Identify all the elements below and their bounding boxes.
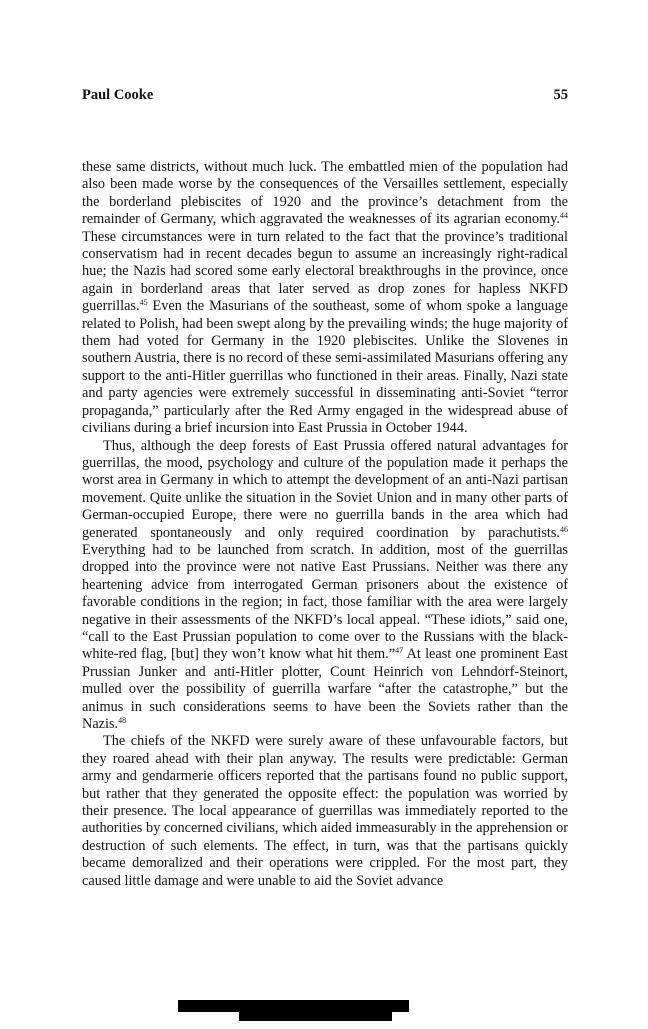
text-run: At least one prominent East Prussian Junker and anti-Hitler plotter, Count Heinrich von Lehndorf-Steinort, mulled over the possibility of guerrilla warfare “after the catastrophe,” but the animus in such considerations seems to have been the Soviets rather than the Nazis. xyxy=(82,646,568,732)
paragraph-2 xyxy=(82,438,568,734)
text-run: these same districts, without much luck. The embattled mien of the population had also been made worse by the consequences of the Versailles settlement, especially the borderland plebiscites of 1920 and the province’s detachment from the remainder of Germany, which aggravated the weaknesses of its agrarian economy. xyxy=(82,159,568,228)
paragraph-3 xyxy=(82,733,568,890)
scan-redaction-bar xyxy=(178,1000,409,1012)
running-head-author: Paul Cooke xyxy=(82,87,154,103)
text-run: Even the Masurians of the southeast, some of whom spoke a language related to Polish, had been swept along by the prevailing winds; the huge majority of them had voted for Germany in the 1920 plebiscites. Unlike the Slovenes in southern Austria, there is no record of these semi-assimilated Masurians offering any support to the anti-Hitler guerrillas who functioned in their areas. Finally, Nazi state and party agencies were extremely successful in disseminating anti-Soviet “terror propaganda,” particularly after the Red Army engaged in the widespread abuse of civilians during a brief incursion into East Prussia in October 1944. xyxy=(82,298,568,437)
paragraph-1 xyxy=(82,159,568,438)
text-run: The chiefs of the NKFD were surely aware of these unfavourable factors, but they roared ahead with their plan anyway. The results were predictable: German army and gendarmerie officers reported that the partisans found no public support, but rather that they generated the opposite effect: the population was worried by their presence. The local appearance of guerrillas was immediately reported to the authorities by concerned civilians, which aided immeasurably in the apprehension or destruction of such elements. The effect, in turn, was that the partisans quickly became demoralized and their operations were crippled. For the most part, they caused little damage and were unable to aid the Soviet advance xyxy=(82,733,568,889)
page-number: 55 xyxy=(553,87,568,103)
footnote-marker: 48 xyxy=(118,716,127,726)
scan-redaction-bar xyxy=(239,1012,392,1021)
text-run: Everything had to be launched from scratch. In addition, most of the guerrillas dropped into the province were not native East Prussians. Neither was there any heartening advice from interrogated German prisoners about the existence of favorable conditions in the region; in fact, those familiar with the area were largely negative in their assessments of the NKFD’s local appeal. “These idiots,” said one, “call to the East Prussian population to come over to the Russians with the black-white-red flag, [but] they won’t know what hit them.” xyxy=(82,541,568,663)
footnote-marker: 44 xyxy=(560,211,568,221)
footnote-marker: 46 xyxy=(560,524,568,534)
body-text xyxy=(82,159,568,890)
text-run: These circumstances were in turn related to the fact that the province’s traditional conservatism had in recent decades begun to assume an increasingly right-radical hue; the Nazis had scored some early electoral breakthroughs in the province, once again in borderland areas that later served as drop zones for hapless NKFD guerrillas. xyxy=(82,228,568,315)
footnote-marker: 47 xyxy=(395,646,404,656)
text-run: Thus, although the deep forests of East Prussia offered natural advantages for guerrillas, the mood, psychology and culture of the population made it perhaps the worst area in Germany in which to attempt the development of an anti-Nazi partisan movement. Quite unlike the situation in the Soviet Union and in many other parts of German-occupied Europe, there were no guerrilla bands in the area which had generated spontaneously and only required coordination by parachutists. xyxy=(82,437,568,541)
running-head xyxy=(82,86,568,106)
footnote-marker: 45 xyxy=(139,298,148,308)
